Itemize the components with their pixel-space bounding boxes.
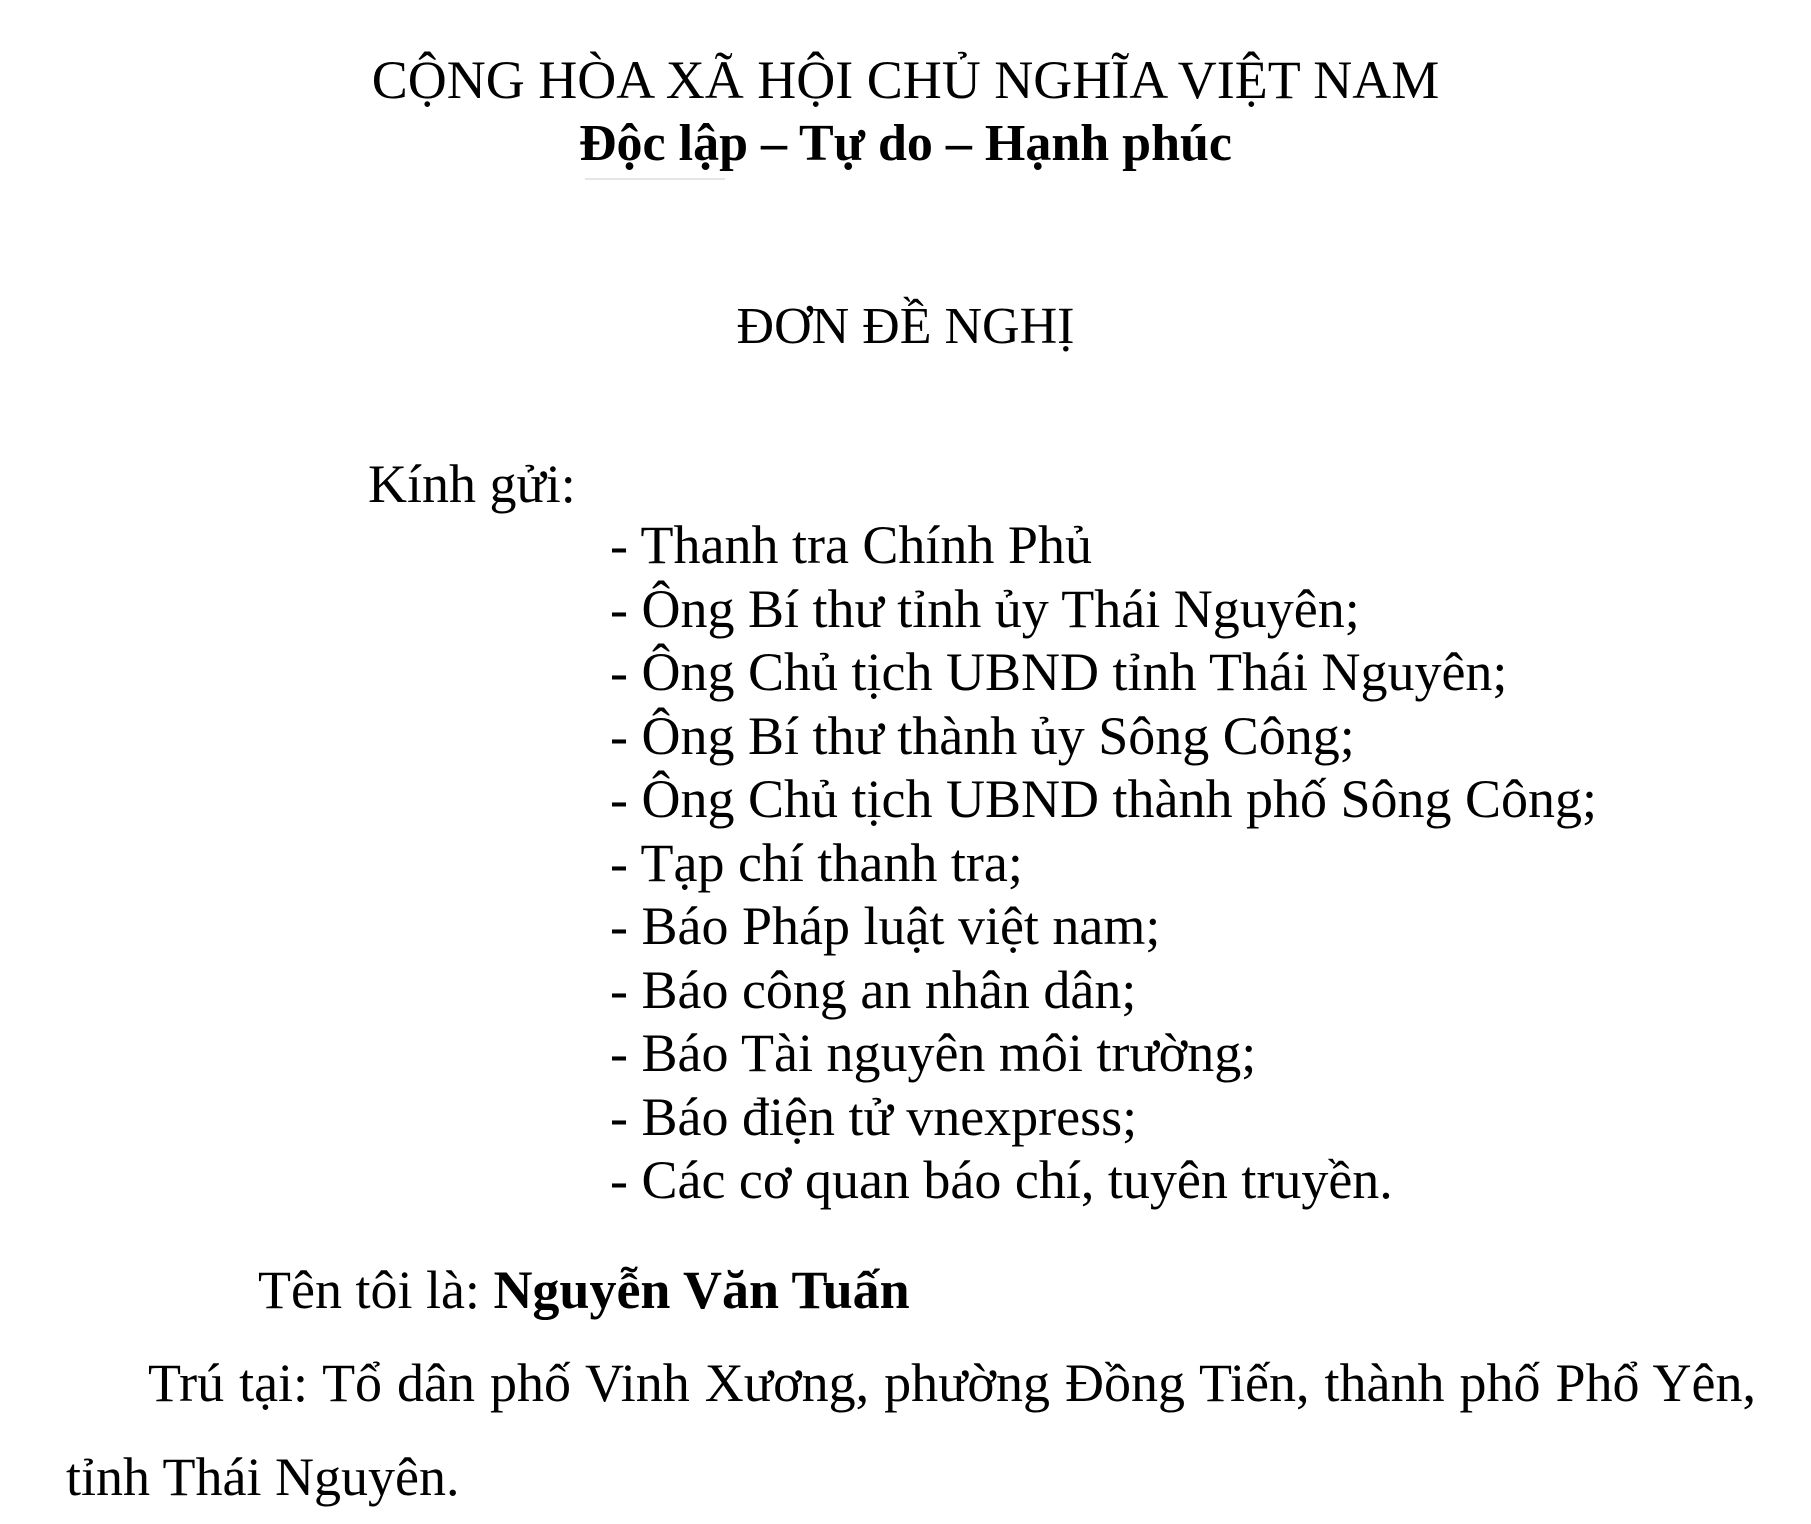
recipient-item: - Ông Bí thư thành ủy Sông Công; — [610, 705, 1355, 766]
recipient-item: - Thanh tra Chính Phủ — [610, 515, 1092, 575]
recipient-item: - Các cơ quan báo chí, tuyên truyền. — [610, 1150, 1393, 1210]
greeting-label: Kính gửi: — [368, 454, 576, 514]
recipient-item: - Ông Chủ tịch UBND thành phố Sông Công; — [610, 769, 1598, 829]
recipient-item: - Ông Bí thư tỉnh ủy Thái Nguyên; — [610, 578, 1360, 639]
document-title: ĐƠN ĐỀ NGHỊ — [736, 298, 1075, 355]
recipient-list — [610, 514, 1597, 1213]
applicant-name-line — [258, 1258, 910, 1322]
recipient-item: - Báo Tài nguyên môi trường; — [610, 1023, 1257, 1083]
national-motto: Độc lập – Tự do – Hạnh phúc — [579, 115, 1232, 172]
recipient-item: - Ông Chủ tịch UBND tỉnh Thái Nguyên; — [610, 642, 1508, 702]
recipient-item: - Báo điện tử vnexpress; — [610, 1086, 1138, 1147]
nation-title: CỘNG HÒA XÃ HỘI CHỦ NGHĨA VIỆT NAM — [371, 50, 1440, 110]
recipient-item: - Tạp chí thanh tra; — [610, 832, 1023, 893]
applicant-name: Nguyễn Văn Tuấn — [493, 1260, 910, 1320]
recipient-item: - Báo công an nhân dân; — [610, 959, 1137, 1020]
motto-underline — [585, 178, 725, 180]
applicant-name-label: Tên tôi là: — [258, 1260, 480, 1320]
recipient-item: - Báo Pháp luật việt nam; — [610, 896, 1161, 956]
applicant-address: Trú tại: Tổ dân phố Vinh Xương, phường Đồng Tiến, thành phố Phổ Yên, tỉnh Thái Nguyên. — [66, 1353, 1756, 1507]
